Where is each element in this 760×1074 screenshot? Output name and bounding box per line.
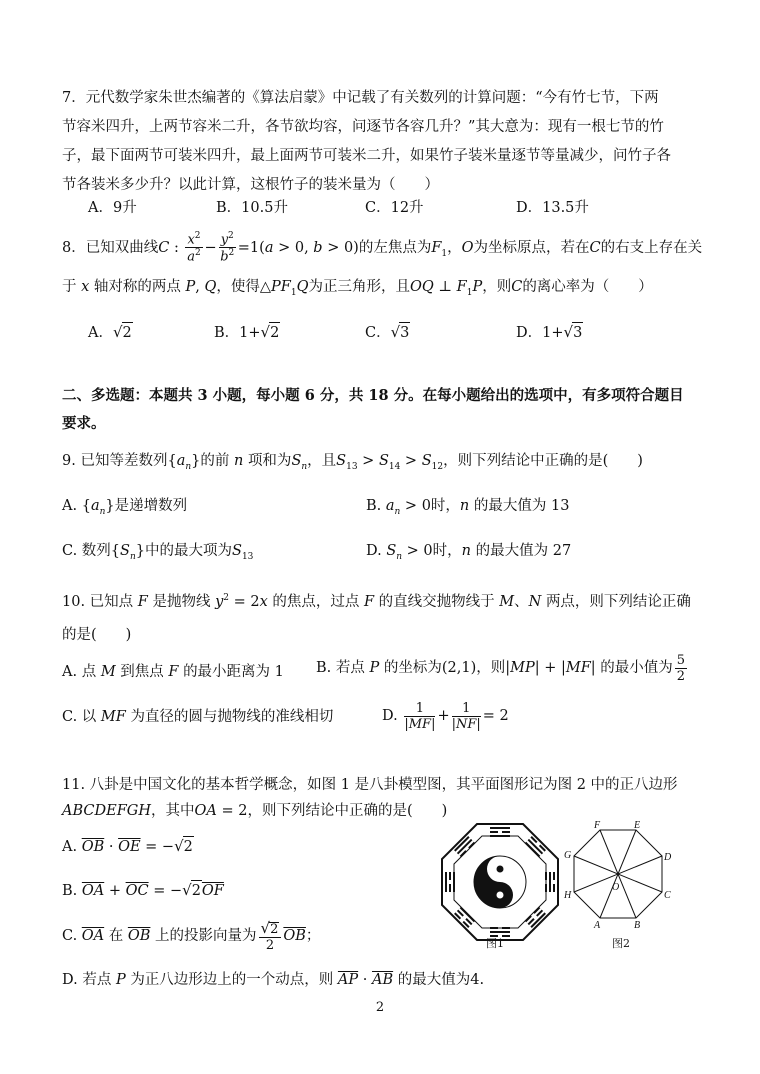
q9-opt-c-label: C. 数列	[62, 543, 111, 559]
q11-text-b: ，其中	[151, 803, 195, 819]
q8-text-e: 的右支上存在关	[600, 239, 703, 256]
q10-opt-c-label: C. 以	[62, 709, 97, 725]
figure-2-caption: 图2	[612, 937, 630, 950]
q8-text-h: ，使得	[216, 279, 260, 295]
q8-triangle: $\triangle PF_1Q$	[259, 279, 309, 298]
q9-option-a: A. $\{a_n\}$是递增数列	[62, 498, 188, 517]
vertex-c: C	[664, 890, 671, 901]
q8-line-2	[62, 277, 653, 303]
q10-option-b: B. 若点 P 的坐标为(2,1)，则|MP| + |MF| 的最小值为 $\frac{5}{2}$	[316, 652, 686, 684]
q9-opt-b-text: 时，	[430, 498, 460, 514]
q8-x: x	[81, 279, 90, 295]
q8-text-a: 8．已知双曲线	[62, 239, 159, 256]
q11-stem-2: ABCDEFGH，其中OA = 2，则下列结论中正确的是( )	[62, 803, 448, 819]
q9-an: $\{a_n\}$	[167, 453, 201, 472]
q7-option-b: B．10.5升	[216, 200, 288, 216]
q11-stem-1: 11. 八卦是中国文化的基本哲学概念，如图 1 是八卦模型图，其平面图形记为图 2 中的正八边形	[62, 777, 678, 793]
q7-line-3: 子，最下面两节可装米四升，最上面两节可装米二升，如果竹子装米量逐节等量减少，问竹子各	[62, 148, 671, 164]
q8-o: O	[461, 239, 474, 256]
q9-option-c: C. 数列$\{S_n\}$中的最大项为$S_{13}$	[62, 543, 254, 562]
q8-text-b: 的左焦点为	[358, 239, 432, 256]
q9-text-a: 9. 已知等差数列	[62, 453, 168, 469]
q11-opt-c-text-3: ；	[305, 928, 321, 944]
q8-option-d-label: D．	[516, 325, 543, 341]
q8-pq: P, Q	[185, 279, 217, 295]
q9-option-d: D. $S_n > 0$时，n 的最大值为 27	[366, 543, 572, 562]
q7-option-d: D．13.5升	[516, 200, 589, 216]
octagon-figure	[558, 818, 676, 936]
q10-text-a: 10. 已知点	[62, 593, 134, 610]
q8-f1: $F_1$	[431, 239, 448, 259]
q7-option-a: A．9升	[88, 200, 137, 216]
q8-option-c: C．√3	[365, 323, 410, 341]
q11-opt-d-text-2: 的最大值为	[397, 972, 471, 988]
section-2-heading-1: 二、多选题：本题共 3 小题，每小题 6 分，共 18 分。在每小题给出的选项中，有多项符合题目	[62, 387, 684, 404]
q11-option-c: C. $\overline{OA}$ 在 $\overline{OB}$ 上的投影向量为 $\frac{√2}{2}$ $\overline{OB}$；	[62, 918, 321, 953]
q8-perp: OQ ⊥ $F_1P$	[410, 279, 483, 298]
q10-opt-b-text-2: ，则	[476, 660, 506, 676]
q7-option-c: C．12升	[365, 200, 424, 216]
q9-opt-b-text-2: 的最大值为 13	[473, 498, 570, 514]
vertex-e: E	[634, 820, 641, 831]
q11-opt-d-value: 4.	[470, 972, 485, 988]
q10-opt-a-label: A. 点	[62, 664, 97, 680]
q10-stem-2: 的是( )	[62, 627, 132, 643]
section-2-heading-2: 要求。	[62, 415, 106, 432]
q9-text-d: ，且	[307, 453, 337, 469]
vertex-d: D	[664, 852, 672, 863]
q8-text-f: 于	[62, 279, 77, 295]
vertex-a: A	[594, 920, 601, 931]
page-number: 2	[375, 1000, 385, 1015]
center-o: O	[612, 882, 620, 893]
q8-option-b-label: B．	[214, 325, 240, 341]
q11-option-d: D. 若点 P 为正八边形边上的一个动点，则 $\overline{AP} \cdot \overline{AB}$ 的最大值为4.	[62, 972, 485, 988]
q11-opt-d-text: 为正八边形边上的一个动点，则	[130, 972, 334, 988]
q7-line-2: 节容米四升，上两节容米二升，各节欲均容，问逐节各容几升？”其大意为：现有一根七节的竹	[62, 119, 664, 135]
vertex-g: G	[564, 850, 572, 861]
q9-opt-c-text: 中的最大项为	[145, 543, 232, 559]
q8-option-d: D．1+√3	[516, 323, 583, 341]
q8-text-g: 轴对称的两点	[93, 279, 181, 295]
q8-option-c-label: C．	[365, 325, 391, 341]
q9-text-e: ，则下列结论中正确的是( )	[443, 453, 643, 469]
q8-c2: C	[511, 279, 523, 295]
q9-opt-b-label: B.	[366, 498, 382, 514]
q9-condition: $S_{13} > S_{14} > S_{12}$	[336, 453, 444, 472]
q7-line-1: 7．元代数学家朱世杰编著的《算法启蒙》中记载了有关数列的计算问题：“今有竹七节，下两	[62, 90, 659, 106]
figure-1-caption: 图1	[486, 937, 504, 950]
q9-text-b: 的前	[200, 453, 230, 469]
vertex-h: H	[564, 890, 572, 901]
q9-opt-a-text: 是递增数列	[114, 498, 188, 514]
q11-octagon-name: ABCDEFGH	[62, 803, 151, 819]
q9-opt-d-label: D.	[366, 543, 382, 559]
q10-opt-a-text-2: 的最小距离为 1	[183, 664, 284, 680]
q11-opt-b-label: B.	[62, 883, 78, 899]
q11-opt-c-text-2: 上的投影向量为	[155, 928, 257, 944]
q11-opt-d-label: D. 若点	[62, 972, 112, 988]
q7-line-4: 节各装米多少升？以此计算，这根竹子的装米量为（ ）	[62, 177, 439, 193]
q9-option-b: B. $a_n > 0$时，n 的最大值为 13	[366, 498, 570, 517]
q9-text-c: 项和为	[247, 453, 292, 469]
q10-opt-b-label: B. 若点	[316, 660, 365, 676]
q10-opt-d-label: D.	[382, 708, 398, 724]
q8-hyperbola-eq: C : $\frac{x^2}{a^2}$ − $\frac{y^2}{b^2}$ =1(a > 0, b > 0)	[158, 231, 359, 265]
q9-n: n	[233, 453, 244, 469]
q8-text-k: 的离心率为（ ）	[522, 279, 653, 295]
q8-text-c: ，	[447, 239, 462, 256]
q10-text-d: 的直线交抛物线于	[378, 593, 495, 610]
q9-opt-d-text-2: 的最大值为 27	[475, 543, 572, 559]
q10-option-d: D. $\frac{1}{|MF|}$ + $\frac{1}{|NF|}$ = 2	[382, 700, 509, 732]
q10-opt-a-text: 到焦点	[120, 664, 164, 680]
q11-text-c: ，则下列结论中正确的是( )	[247, 803, 448, 819]
q10-option-c: C. 以 MF 为直径的圆与抛物线的准线相切	[62, 709, 334, 725]
q8-c1: C	[589, 239, 601, 256]
q11-option-a: A. $\overline{OB} \cdot \overline{OE} = -√2$	[62, 837, 193, 855]
q9-opt-a-label: A.	[62, 498, 78, 514]
q10-option-a: A. 点 M 到焦点 F 的最小距离为 1	[62, 664, 284, 680]
bagua-figure	[440, 822, 560, 942]
q11-opt-a-label: A.	[62, 839, 78, 855]
q8-option-b: B．1+√2	[214, 323, 280, 341]
q10-opt-c-text: 为直径的圆与抛物线的准线相切	[130, 709, 334, 725]
q8-option-a: A．√2	[88, 323, 132, 341]
q10-stem-1: 10. 已知点 F 是抛物线 $y^2 = 2x$ 的焦点，过点 F 的直线交抛物线于 M、N 两点，则下列结论正确	[62, 593, 691, 610]
q10-parabola: $y^2 = 2x$	[215, 593, 268, 610]
q10-opt-b-text-3: 的最小值为	[600, 660, 673, 676]
vertex-f: F	[594, 820, 601, 831]
q10-text-c: 的焦点，过点	[272, 593, 360, 610]
q8-line-1	[62, 232, 702, 269]
q9-stem	[62, 451, 643, 477]
q10-text-e: 两点，则下列结论正确	[545, 593, 691, 610]
q9-sn: $S_n$	[291, 453, 308, 472]
yin-yang-symbol	[474, 856, 526, 908]
q11-opt-c-text: 在	[108, 928, 124, 944]
q8-text-j: ，则	[482, 279, 512, 295]
q8-text-d: 为坐标原点，若在	[473, 239, 590, 256]
q8-text-i: 为正三角形，且	[308, 279, 410, 295]
q8-option-a-label: A．	[88, 325, 113, 341]
q9-opt-d-text: 时，	[432, 543, 462, 559]
vertex-b: B	[634, 920, 641, 931]
q10-text-b: 是抛物线	[152, 593, 211, 610]
q10-opt-b-text: 的坐标为	[383, 660, 442, 676]
q11-option-b: B. $\overline{OA} + \overline{OC} = -√2\overline{OF}$	[62, 881, 224, 899]
q11-opt-c-label: C.	[62, 928, 78, 944]
